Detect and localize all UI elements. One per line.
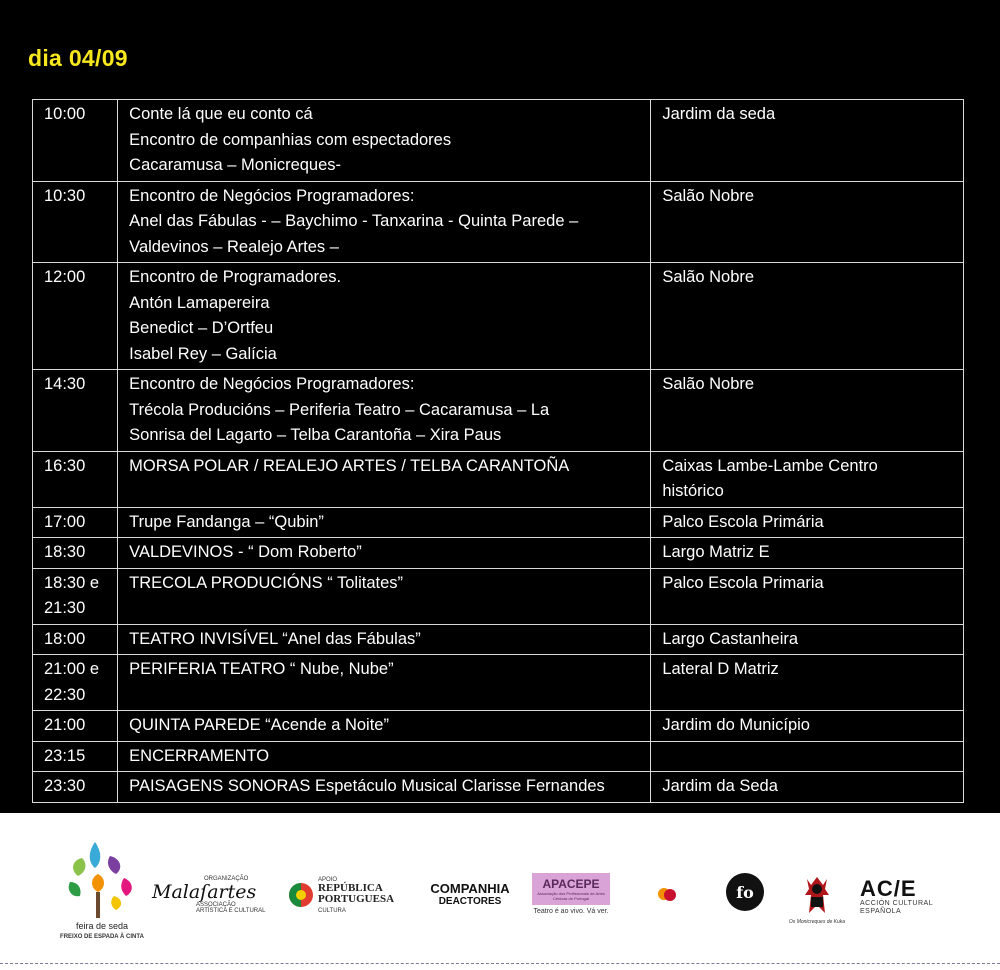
place-cell xyxy=(651,711,964,742)
schedule-body xyxy=(33,100,964,803)
event-line: ENCERRAMENTO xyxy=(129,746,270,765)
schedule-row xyxy=(33,451,964,507)
place-line: Palco Escola Primaria xyxy=(662,573,824,592)
event-line: VALDEVINOS - “ Dom Roberto” xyxy=(129,543,362,561)
monicreques-logo xyxy=(784,865,850,933)
event-line: Encontro de Programadores. xyxy=(129,268,342,286)
place-cell xyxy=(651,538,964,569)
apacepe-tagline: Teatro é ao vivo. Vá ver. xyxy=(533,908,609,915)
place-line: Caixas Lambe-Lambe Centro xyxy=(662,456,878,475)
place-cell xyxy=(651,451,964,507)
schedule-row xyxy=(33,711,964,742)
place-cell xyxy=(651,772,964,803)
event-line: TRECOLA PRODUCIÓNS “ Tolitates” xyxy=(129,573,404,592)
fo-logo xyxy=(724,871,766,913)
portugal-shield-icon xyxy=(288,880,314,910)
event-line: Encontro de companhias com espectadores xyxy=(129,130,452,149)
event-line: Conte lá que eu conto cá xyxy=(129,105,313,123)
event-cell xyxy=(118,741,651,772)
schedule-row xyxy=(33,538,964,569)
event-cell xyxy=(118,451,651,507)
time-line: 21:00 e xyxy=(44,660,100,678)
schedule-row xyxy=(33,741,964,772)
place-cell xyxy=(651,263,964,370)
event-cell xyxy=(118,624,651,655)
time-line: 10:30 xyxy=(44,186,86,205)
place-line: Salão Nobre xyxy=(662,186,755,205)
flower-tree-icon xyxy=(64,838,140,922)
event-line: PAISAGENS SONORAS Espetáculo Musical Clarisse Fernandes xyxy=(129,777,605,795)
place-line: Jardim da Seda xyxy=(662,777,778,795)
sponsor-logo-bar xyxy=(0,813,1000,963)
place-cell xyxy=(651,741,964,772)
event-cell xyxy=(118,711,651,742)
place-cell xyxy=(651,370,964,452)
event-cell xyxy=(118,538,651,569)
place-line: Salão Nobre xyxy=(662,268,755,286)
event-line: Isabel Rey – Galícia xyxy=(129,344,277,363)
place-cell xyxy=(651,655,964,711)
schedule-row xyxy=(33,624,964,655)
event-line: MORSA POLAR / REALEJO ARTES / TELBA CARANTOÑA xyxy=(129,456,570,475)
schedule-row xyxy=(33,655,964,711)
time-cell xyxy=(33,538,118,569)
place-line: Largo Castanheira xyxy=(662,629,799,648)
time-cell xyxy=(33,181,118,263)
monicreques-caption: Os Monicreques de Kuka xyxy=(788,919,846,925)
place-cell xyxy=(651,507,964,538)
ace-line2: ESPAÑOLA xyxy=(860,908,902,915)
event-cell xyxy=(118,568,651,624)
place-line: Jardim do Município xyxy=(662,716,810,734)
event-line: Benedict – D’Ortfeu xyxy=(129,319,274,337)
republica-line2: PORTUGUESA xyxy=(318,892,395,905)
event-cell xyxy=(118,100,651,182)
event-line: Cacaramusa – Monicreques- xyxy=(129,156,342,174)
time-cell xyxy=(33,624,118,655)
event-cell xyxy=(118,181,651,263)
companhia-line2: DEACTORES xyxy=(438,896,502,907)
feria-teatro-logo xyxy=(626,875,710,913)
place-cell xyxy=(651,181,964,263)
page-title: dia 04/09 xyxy=(28,45,128,71)
time-cell xyxy=(33,711,118,742)
apacepe-logo xyxy=(530,871,612,917)
ace-line1: ACCIÓN CULTURAL xyxy=(860,900,934,907)
time-cell xyxy=(33,741,118,772)
malapartes-name: Malaſartes xyxy=(152,881,257,903)
time-line: 18:30 xyxy=(44,543,86,561)
time-cell xyxy=(33,451,118,507)
event-cell xyxy=(118,507,651,538)
event-line: Sonrisa del Lagarto – Telba Carantoña – Xira Paus xyxy=(129,426,502,444)
time-cell xyxy=(33,655,118,711)
time-cell xyxy=(33,568,118,624)
companhia-line1: COMPANHIA xyxy=(430,881,510,896)
puppet-devil-icon xyxy=(797,873,837,919)
time-line: 18:30 e xyxy=(44,573,100,592)
feira-tagline: FREIXO DE ESPADA À CINTA xyxy=(60,933,144,940)
event-line: Antón Lamapereira xyxy=(129,293,270,312)
apacepe-sub: Associação dos Profissionais de Artes Cénicas de Portugal xyxy=(537,890,605,901)
time-cell xyxy=(33,100,118,182)
schedule-row xyxy=(33,772,964,803)
place-line xyxy=(662,744,953,770)
time-cell xyxy=(33,263,118,370)
schedule-row xyxy=(33,370,964,452)
schedule-row xyxy=(33,181,964,263)
malapartes-logo xyxy=(152,865,268,925)
place-line: Salão Nobre xyxy=(662,375,755,393)
malapartes-sub: ASSOCIAÇÃO ARTÍSTICA E CULTURAL xyxy=(196,902,266,914)
time-cell xyxy=(33,370,118,452)
ace-logo xyxy=(860,875,940,919)
time-line: 10:00 xyxy=(44,105,86,123)
apoio-label: APOIO xyxy=(318,876,338,883)
schedule-row xyxy=(33,568,964,624)
republica-portuguesa-logo xyxy=(288,867,400,923)
event-cell xyxy=(118,772,651,803)
place-line: Lateral D Matriz xyxy=(662,660,779,678)
place-line: histórico xyxy=(662,482,724,500)
schedule-row xyxy=(33,507,964,538)
time-cell xyxy=(33,507,118,538)
place-cell xyxy=(651,100,964,182)
event-line: QUINTA PAREDE “Acende a Noite” xyxy=(129,716,389,734)
time-line: 23:15 xyxy=(44,746,86,765)
place-cell xyxy=(651,568,964,624)
place-line: Palco Escola Primária xyxy=(662,512,824,531)
schedule-row xyxy=(33,263,964,370)
place-cell xyxy=(651,624,964,655)
time-line: 14:30 xyxy=(44,375,86,393)
feira-de-seda-logo xyxy=(52,831,152,946)
time-line: 17:00 xyxy=(44,512,86,531)
time-line: 21:00 xyxy=(44,716,86,734)
schedule-table xyxy=(32,99,964,803)
event-line: PERIFERIA TEATRO “ Nube, Nube” xyxy=(129,660,394,678)
companhia-de-actores-logo xyxy=(420,877,520,913)
theatre-masks-icon xyxy=(657,884,677,904)
place-line: Jardim da seda xyxy=(662,105,776,123)
feira-name: feira de seda xyxy=(75,920,129,931)
event-cell xyxy=(118,263,651,370)
event-line: Encontro de Negócios Programadores: xyxy=(129,186,415,205)
event-line: TEATRO INVISÍVEL “Anel das Fábulas” xyxy=(129,629,421,648)
event-cell xyxy=(118,370,651,452)
time-line: 21:30 xyxy=(44,599,86,617)
time-line: 12:00 xyxy=(44,268,86,286)
apacepe-name: APACEPE xyxy=(542,876,600,891)
event-line: Valdevinos – Realejo Artes – xyxy=(129,237,339,256)
event-line: Anel das Fábulas - – Baychimo - Tanxarina - Quinta Parede – xyxy=(129,212,579,230)
republica-line1: REPÚBLICA xyxy=(318,881,383,894)
time-line: 22:30 xyxy=(44,685,86,704)
event-line: Encontro de Negócios Programadores: xyxy=(129,375,415,393)
time-line: 16:30 xyxy=(44,456,86,475)
time-cell xyxy=(33,772,118,803)
time-line: 18:00 xyxy=(44,629,86,648)
organizacao-label: ORGANIZAÇÃO xyxy=(204,876,249,882)
cultura-label: CULTURA xyxy=(318,907,346,914)
event-cell xyxy=(118,655,651,711)
schedule-row xyxy=(33,100,964,182)
time-line: 23:30 xyxy=(44,777,86,795)
event-line: Trécola Producións – Periferia Teatro – Cacaramusa – La xyxy=(129,400,550,419)
event-line: Trupe Fandanga – “Qubin” xyxy=(129,512,324,531)
place-line: Largo Matriz E xyxy=(662,543,770,561)
ace-mark: AC/E xyxy=(860,876,917,901)
fo-mark: fo xyxy=(736,882,754,902)
